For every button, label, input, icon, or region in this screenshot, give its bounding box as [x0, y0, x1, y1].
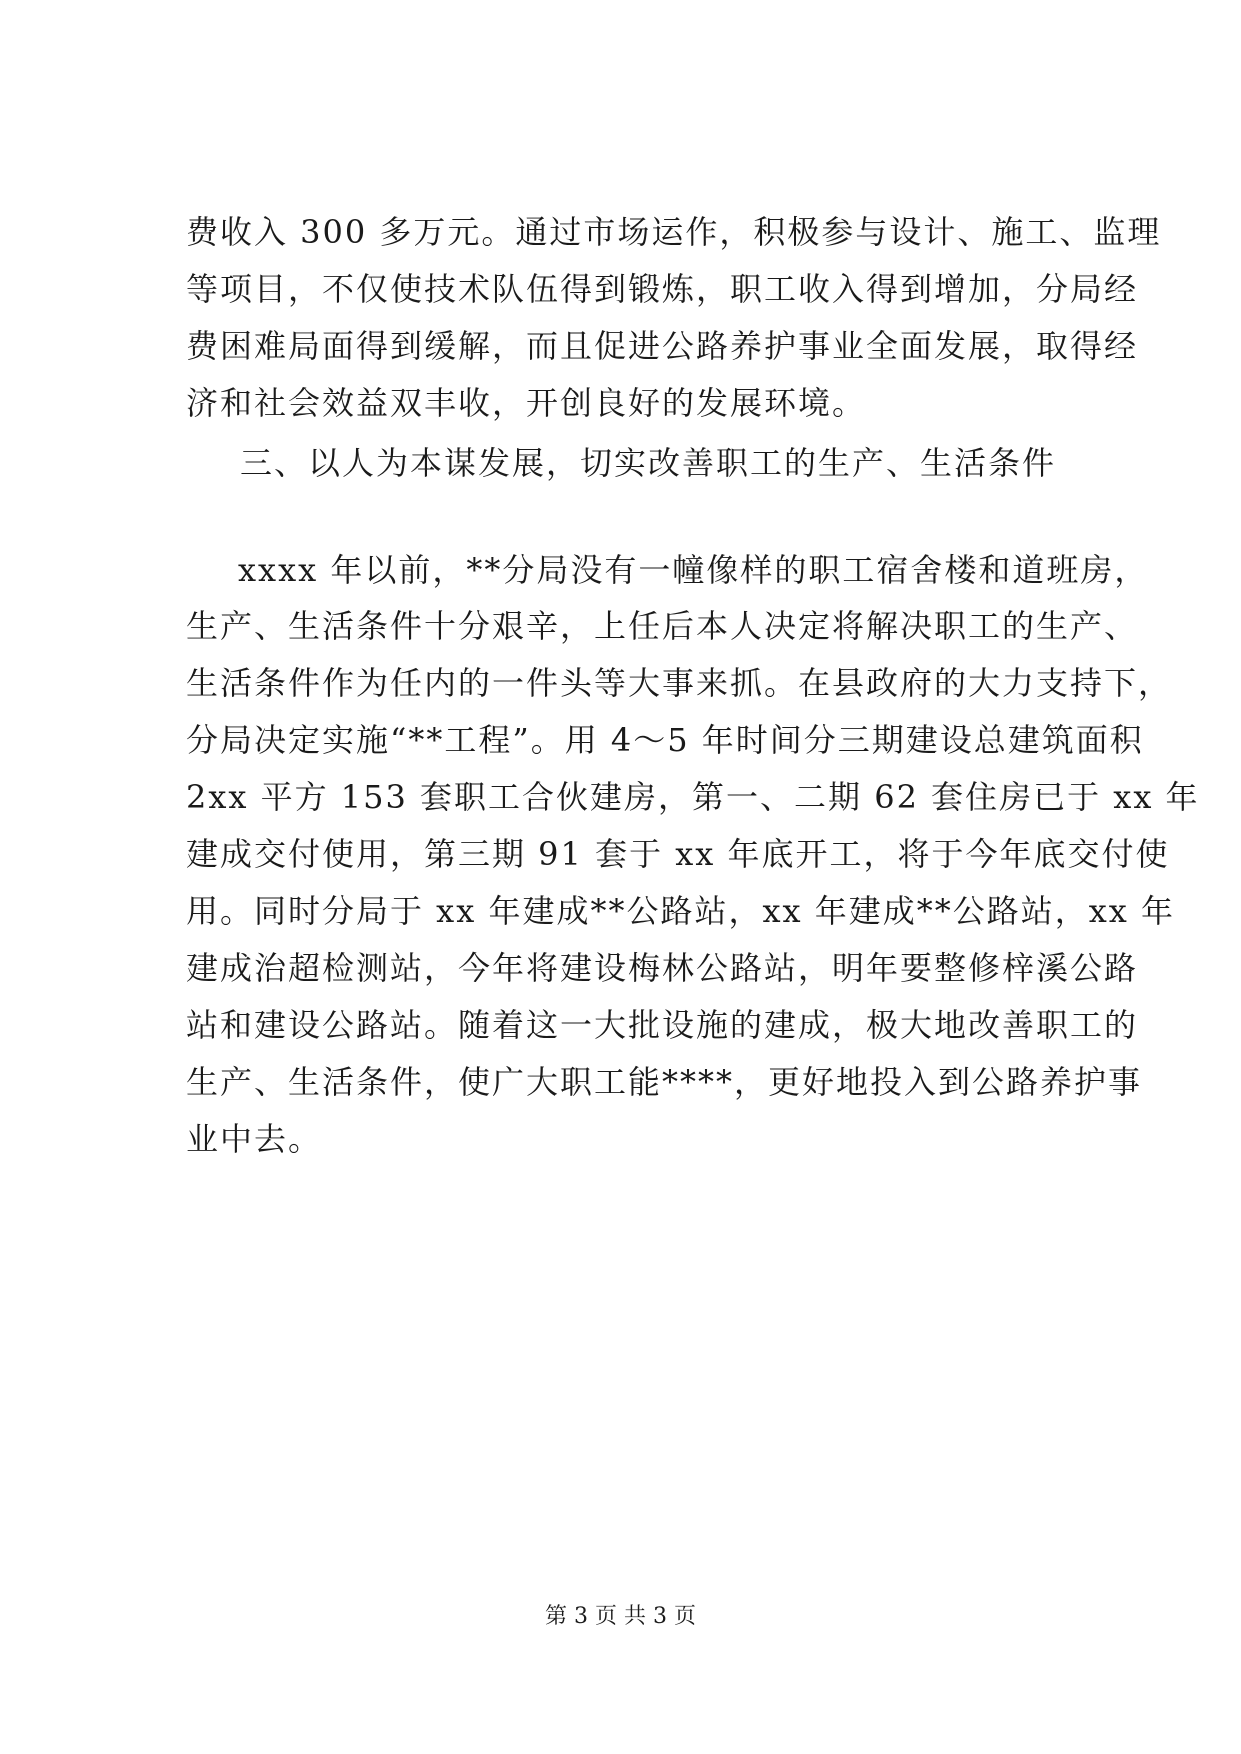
- section-heading: 三、以人为本谋发展，切实改善职工的生产、生活条件: [240, 444, 1057, 482]
- text-line: 用。同时分局于 xx 年建成**公路站，xx 年建成**公路站，xx 年: [186, 892, 1175, 930]
- text-line: 站和建设公路站。随着这一大批设施的建成，极大地改善职工的: [186, 1006, 1139, 1044]
- text-line: 费收入 300 多万元。通过市场运作，积极参与设计、施工、监理: [186, 213, 1162, 251]
- text-line: 生活条件作为任内的一件头等大事来抓。在县政府的大力支持下，: [186, 664, 1173, 702]
- text-line: 生产、生活条件，使广大职工能****，更好地投入到公路养护事: [186, 1063, 1143, 1101]
- text-line: 业中去。: [186, 1120, 323, 1158]
- text-line: 分局决定实施“**工程”。用 4～5 年时间分三期建设总建筑面积: [186, 721, 1144, 759]
- text-line: 生产、生活条件十分艰辛，上任后本人决定将解决职工的生产、: [186, 607, 1139, 645]
- page-footer: 第 3 页 共 3 页: [545, 1604, 696, 1629]
- text-line: 济和社会效益双丰收，开创良好的发展环境。: [186, 384, 867, 422]
- text-line: 等项目，不仅使技术队伍得到锻炼，职工收入得到增加，分局经: [186, 270, 1139, 308]
- text-line: 建成交付使用，第三期 91 套于 xx 年底开工，将于今年底交付使: [186, 835, 1170, 873]
- text-line: 费困难局面得到缓解，而且促进公路养护事业全面发展，取得经: [186, 327, 1139, 365]
- text-line: 2xx 平方 153 套职工合伙建房，第一、二期 62 套住房已于 xx 年: [186, 778, 1200, 816]
- text-line: 建成治超检测站，今年将建设梅林公路站，明年要整修梓溪公路: [186, 949, 1139, 987]
- text-line: xxxx 年以前，**分局没有一幢像样的职工宿舍楼和道班房，: [238, 551, 1149, 589]
